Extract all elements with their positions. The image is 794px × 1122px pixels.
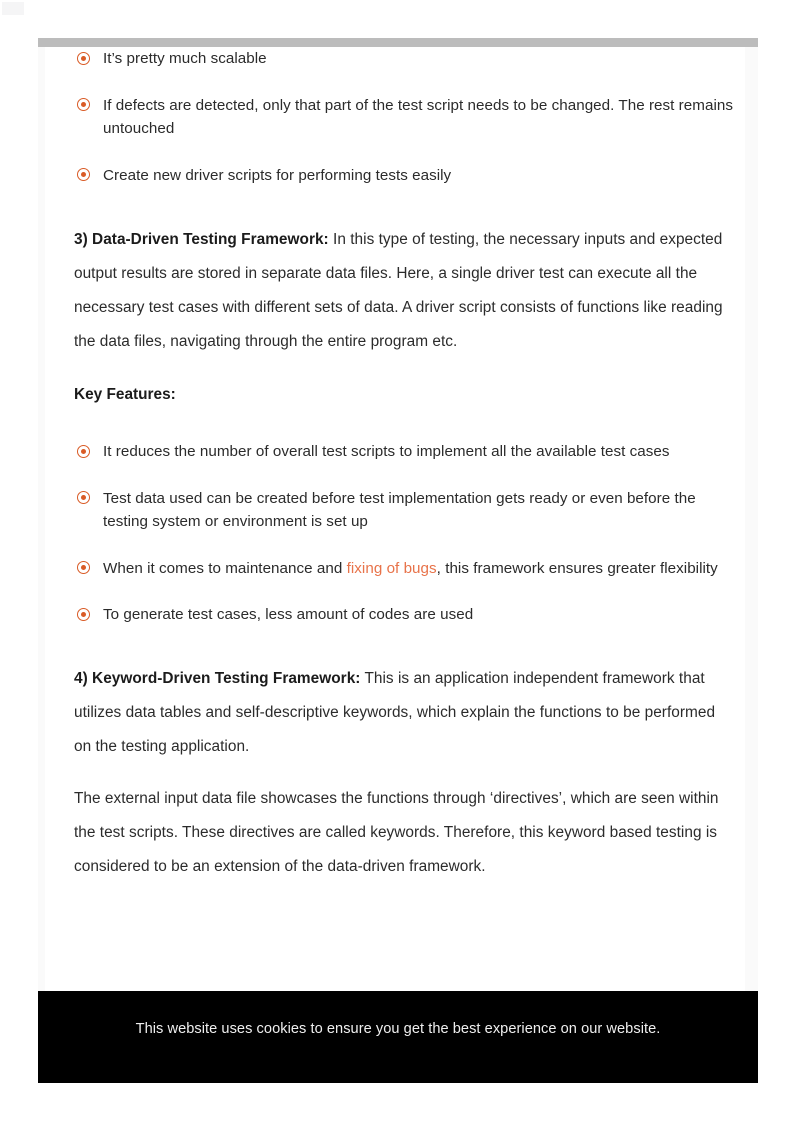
- section-three-paragraph: [74, 223, 734, 359]
- bullet-target-icon: [77, 168, 90, 181]
- section-four-paragraph: [74, 662, 734, 764]
- fixing-of-bugs-link[interactable]: fixing of bugs: [346, 559, 437, 577]
- list-item: [74, 47, 734, 71]
- section-four-heading: 4) Keyword-Driven Testing Framework:: [74, 669, 361, 687]
- list-item-label: Create new driver scripts for performing tests easily: [103, 166, 452, 184]
- list-item: [74, 557, 734, 581]
- bullet-target-icon: [77, 98, 90, 111]
- section-three-body: In this type of testing, the necessary inputs and expected output results are stored in separate data files. Here, a single driver test can execute all the necessary test cases with different sets of data. A driver script consists of functions like reading the data files, navigating through the entire program etc.: [74, 231, 723, 350]
- benefits-list: [74, 47, 734, 187]
- section-four-body: This is an application independent framework that utilizes data tables and self-descriptive keywords, which explain the functions to be performed on the testing application.: [74, 669, 716, 755]
- corner-placeholder-block: [2, 2, 24, 15]
- page-left-gutter: [38, 47, 45, 993]
- article-page: [38, 38, 758, 47]
- bullet-target-icon: [77, 491, 90, 504]
- top-progress-bar: [38, 38, 758, 47]
- list-item-prefix: When it comes to maintenance and: [103, 559, 347, 577]
- list-item-label: Test data used can be created before test implementation gets ready or even before the testing system or environment is set up: [103, 489, 696, 530]
- cookie-consent-banner: [38, 991, 758, 1083]
- bullet-target-icon: [77, 445, 90, 458]
- key-features-heading: Key Features:: [74, 386, 176, 403]
- list-item: [74, 440, 734, 464]
- article-content: [74, 47, 734, 884]
- list-item: [74, 94, 734, 141]
- bullet-target-icon: [77, 52, 90, 65]
- list-item-label: It reduces the number of overall test scripts to implement all the available test cases: [103, 443, 670, 460]
- list-item-label: It’s pretty much scalable: [103, 50, 267, 67]
- bullet-target-icon: [77, 561, 90, 574]
- cookie-consent-message: This website uses cookies to ensure you get the best experience on our website.: [135, 1021, 661, 1037]
- list-item: [74, 603, 734, 627]
- page-right-gutter: [745, 47, 758, 993]
- bullet-target-icon: [77, 608, 90, 621]
- list-item-suffix: , this framework ensures greater flexibility: [436, 559, 718, 577]
- closing-paragraph: The external input data file showcases the functions through ‘directives’, which are seen within the test scripts. These directives are called keywords. Therefore, this keyword based testing is considered to be an extension of the data-driven framework.: [74, 789, 719, 875]
- list-item-label: If defects are detected, only that part of the test script needs to be changed. The rest remains untouched: [103, 96, 733, 137]
- list-item: [74, 164, 734, 188]
- section-three-heading: 3) Data-Driven Testing Framework:: [74, 231, 329, 248]
- key-features-list: [74, 440, 734, 627]
- list-item-label: To generate test cases, less amount of codes are used: [103, 606, 474, 623]
- list-item: [74, 487, 734, 534]
